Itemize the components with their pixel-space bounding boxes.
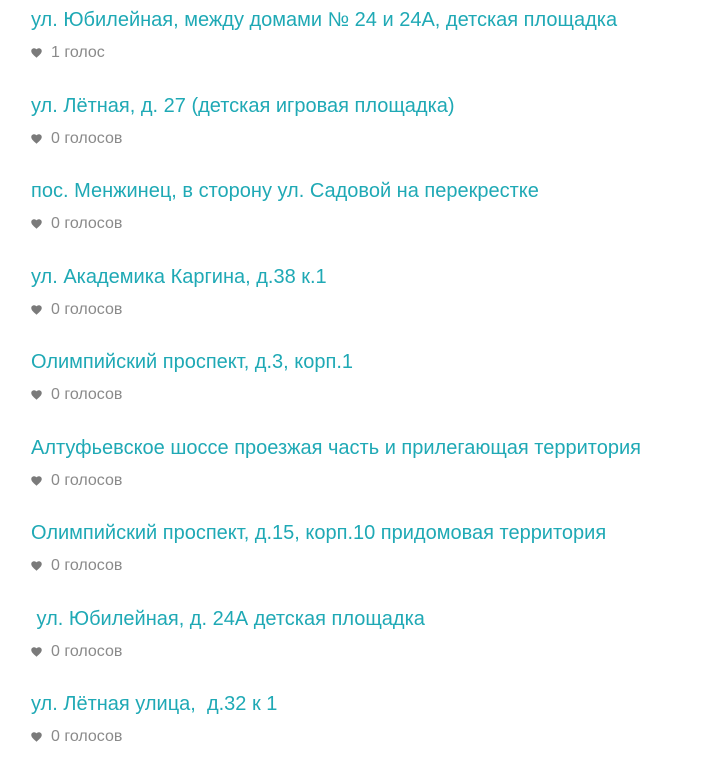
proposal-title-link[interactable]: ул. Академика Каргина, д.38 к.1 [31,265,327,288]
heart-icon[interactable] [31,732,42,742]
vote-count: 0 голосов [51,300,123,318]
list-item [0,263,720,349]
vote-row [31,214,720,234]
list-item [0,177,720,263]
proposal-title-link[interactable]: Алтуфьевское шоссе проезжая часть и прилегающая территория [31,436,641,459]
list-item [0,434,720,520]
vote-row [31,642,720,662]
list-item [0,690,720,776]
proposal-title-link[interactable]: пос. Менжинец, в сторону ул. Садовой на перекрестке [31,180,539,202]
vote-row [31,385,720,405]
heart-icon[interactable] [31,134,42,144]
vote-row [31,727,720,747]
vote-count: 0 голосов [51,728,123,745]
list-item [0,519,720,605]
list-item [0,348,720,434]
proposal-title-link[interactable]: ул. Лётная, д. 27 (детская игровая площадка) [31,94,455,117]
vote-count: 0 голосов [51,642,123,660]
heart-icon[interactable] [31,561,42,571]
heart-icon[interactable] [31,647,42,657]
heart-icon[interactable] [31,476,42,486]
proposal-title-link[interactable]: ул. Юбилейная, д. 24А детская площадка [31,607,425,630]
proposal-title-link[interactable]: ул. Юбилейная, между домами № 24 и 24А, детская площадка [31,9,618,31]
proposal-title-link[interactable]: Олимпийский проспект, д.15, корп.10 придомовая территория [31,522,607,544]
vote-count: 0 голосов [51,129,123,147]
list-item [0,6,720,92]
vote-row [31,129,720,149]
heart-icon[interactable] [31,219,42,229]
heart-icon[interactable] [31,48,42,58]
vote-count: 0 голосов [51,471,123,489]
vote-row [31,556,720,576]
vote-count: 0 голосов [51,386,123,403]
list-item [0,605,720,691]
proposal-title-link[interactable]: ул. Лётная улица, д.32 к 1 [31,693,278,715]
vote-count: 0 голосов [51,557,123,574]
heart-icon[interactable] [31,305,42,315]
heart-icon[interactable] [31,390,42,400]
list-item [0,92,720,178]
vote-count: 1 голос [51,44,105,61]
vote-row [31,300,720,320]
vote-count: 0 голосов [51,215,123,232]
vote-row [31,43,720,63]
proposal-title-link[interactable]: Олимпийский проспект, д.3, корп.1 [31,351,354,373]
vote-row [31,471,720,491]
